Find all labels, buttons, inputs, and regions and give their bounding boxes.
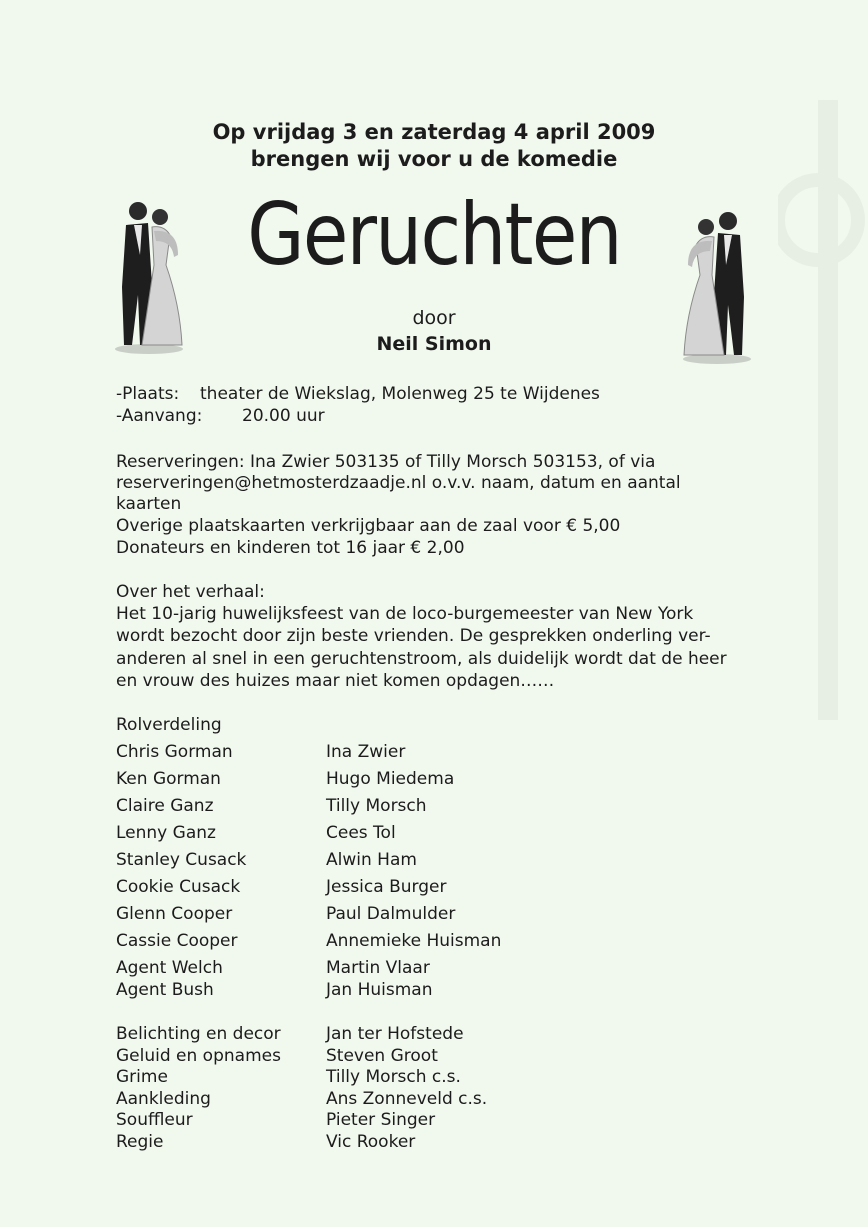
cast-actor: Alwin Ham	[326, 850, 417, 870]
story-line: en vrouw des huizes maar niet komen opdagen……	[116, 671, 555, 691]
place-value: theater de Wiekslag, Molenweg 25 te Wijdenes	[200, 384, 600, 404]
cast-role: Lenny Ganz	[116, 823, 216, 843]
cast-row	[116, 769, 455, 789]
cast-actor: Cees Tol	[326, 823, 396, 843]
cast-role: Cookie Cusack	[116, 877, 241, 897]
cast-actor: Ina Zwier	[326, 742, 406, 762]
cast-row	[116, 796, 427, 816]
crew-row	[116, 1024, 464, 1044]
play-title: Geruchten	[247, 185, 621, 285]
cast-actor: Jan Huisman	[326, 980, 433, 1000]
crew-member: Steven Groot	[326, 1046, 438, 1066]
cast-role: Agent Bush	[116, 980, 214, 1000]
intro-line-1: Op vrijdag 3 en zaterdag 4 april 2009	[212, 120, 656, 144]
crew-member: Pieter Singer	[326, 1110, 436, 1130]
cast-row	[116, 850, 417, 870]
story-line: Het 10-jarig huwelijksfeest van de loco-burgemeester van New York	[116, 604, 694, 624]
crew-row	[116, 1110, 436, 1130]
cast-actor: Tilly Morsch	[326, 796, 427, 816]
cast-role: Agent Welch	[116, 958, 223, 978]
place-label: -Plaats:	[116, 384, 180, 404]
cast-role: Claire Ganz	[116, 796, 214, 816]
cast-role: Cassie Cooper	[116, 931, 238, 951]
reservations-line: reserveringen@hetmosterdzaadje.nl o.v.v. naam, datum en aantal	[116, 473, 681, 493]
cast-actor: Martin Vlaar	[326, 958, 430, 978]
cast-row	[116, 877, 447, 897]
crew-row	[116, 1046, 438, 1066]
cast-heading: Rolverdeling	[116, 715, 222, 735]
reservations-line: Overige plaatskaarten verkrijgbaar aan de zaal voor € 5,00	[116, 516, 621, 536]
intro-line-2: brengen wij voor u de komedie	[250, 147, 618, 171]
story-line: anderen al snel in een geruchtenstroom, als duidelijk wordt dat de heer	[116, 649, 727, 669]
cast-actor: Jessica Burger	[326, 877, 447, 897]
crew-member: Tilly Morsch c.s.	[326, 1067, 461, 1087]
crew-row	[116, 1089, 488, 1109]
crew-role: Regie	[116, 1132, 164, 1152]
start-value: 20.00 uur	[242, 406, 325, 426]
crew-role: Souffleur	[116, 1110, 193, 1130]
crew-member: Jan ter Hofstede	[326, 1024, 464, 1044]
crew-role: Grime	[116, 1067, 168, 1087]
story-heading: Over het verhaal:	[116, 582, 265, 602]
cast-role: Glenn Cooper	[116, 904, 233, 924]
cast-actor: Paul Dalmulder	[326, 904, 456, 924]
cast-role: Stanley Cusack	[116, 850, 247, 870]
cast-row	[116, 823, 396, 843]
cast-actor: Annemieke Huisman	[326, 931, 502, 951]
cast-row	[116, 980, 433, 1000]
cast-role: Ken Gorman	[116, 769, 221, 789]
crew-row	[116, 1132, 416, 1152]
cast-row	[116, 931, 502, 951]
by-label: door	[412, 307, 456, 329]
story-line: wordt bezocht door zijn beste vrienden. De gesprekken onderling ver-	[116, 626, 711, 646]
reservations-line: Reserveringen: Ina Zwier 503135 of Tilly Morsch 503153, of via	[116, 452, 656, 472]
cast-row	[116, 742, 406, 762]
cast-row	[116, 904, 456, 924]
cast-row	[116, 958, 430, 978]
crew-role: Belichting en decor	[116, 1024, 281, 1044]
author-name: Neil Simon	[376, 333, 492, 355]
reservations-line: kaarten	[116, 494, 182, 514]
reservations-line: Donateurs en kinderen tot 16 jaar € 2,00	[116, 538, 465, 558]
crew-member: Ans Zonneveld c.s.	[326, 1089, 488, 1109]
crew-member: Vic Rooker	[326, 1132, 416, 1152]
cast-actor: Hugo Miedema	[326, 769, 455, 789]
crew-role: Geluid en opnames	[116, 1046, 281, 1066]
start-label: -Aanvang:	[116, 406, 203, 426]
crew-row	[116, 1067, 461, 1087]
cast-role: Chris Gorman	[116, 742, 233, 762]
crew-role: Aankleding	[116, 1089, 211, 1109]
